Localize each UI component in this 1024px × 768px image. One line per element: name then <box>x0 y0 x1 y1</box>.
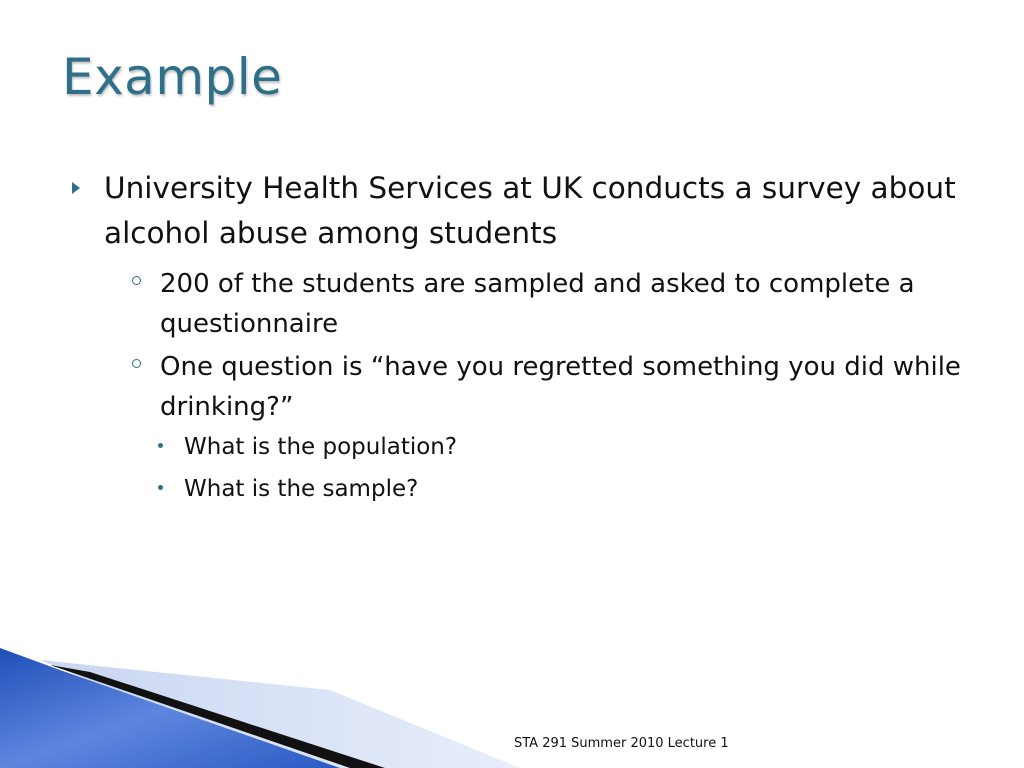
bullet-text: University Health Services at UK conducts a survey about alcohol abuse among students <box>104 171 956 250</box>
bullet-level2 <box>132 347 972 427</box>
slide-footer: STA 291 Summer 2010 Lecture 1 <box>514 736 729 751</box>
bullet-text: What is the sample? <box>184 476 419 502</box>
bullet-level2 <box>132 264 972 344</box>
bullet-level3 <box>158 472 972 506</box>
triangle-bullet-icon <box>72 182 80 194</box>
dot-bullet-icon <box>158 443 163 448</box>
slide-title: Example <box>62 48 283 106</box>
bullet-level3 <box>158 430 972 464</box>
ring-bullet-icon <box>132 276 141 285</box>
bullet-text: 200 of the students are sampled and asked to complete a questionnaire <box>160 269 915 339</box>
bullet-level1 <box>72 166 972 256</box>
bullet-list <box>72 166 972 514</box>
bullet-text: What is the population? <box>184 434 458 460</box>
ring-bullet-icon <box>132 359 141 368</box>
bullet-text: One question is “have you regretted something you did while drinking?” <box>160 352 961 422</box>
dot-bullet-icon <box>158 485 163 490</box>
